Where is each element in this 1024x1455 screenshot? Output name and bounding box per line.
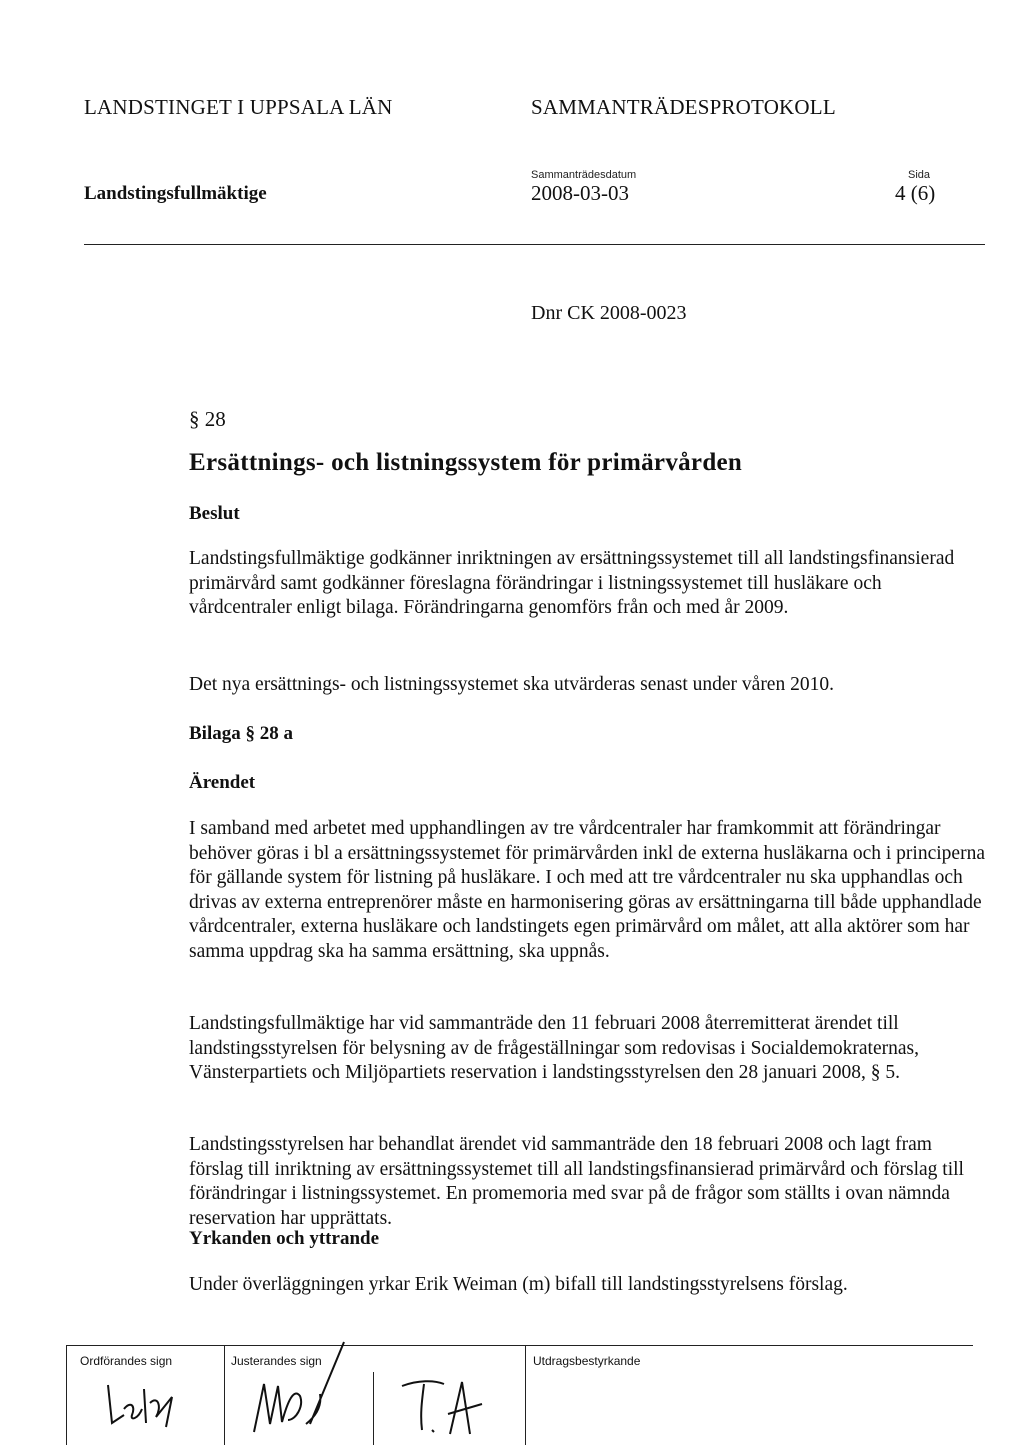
decision-paragraph: Landstingsfullmäktige godkänner inriktningen av ersättningssystemet till all landstingsfinansierad primärvård samt godkänner föreslagna förändringar i listningssystemet till husläkare och vårdcentraler enligt bilaga. Förändringarna genomförs från och med år 2009. bbox=[189, 548, 955, 618]
chair-signature bbox=[100, 1375, 190, 1435]
page-title: Ersättnings- och listningssystem för primärvården bbox=[189, 449, 743, 476]
board-paragraph: Landstingsstyrelsen har behandlat ärendet vid sammanträde den 18 februari 2008 och lagt fram förslag till inriktning av ersättningssystemet till all landstingsfinansierad primärvård och förslag till förändringar i listningssystemet. En promemoria med svar på de frågor som ställts i ovan nämnda reservation har upprättats. bbox=[189, 1134, 964, 1229]
assembly-name: Landstingsfullmäktige bbox=[84, 183, 267, 204]
footer-divider-1 bbox=[224, 1345, 225, 1445]
adjuster-signature-2 bbox=[398, 1374, 488, 1444]
footer-rule bbox=[66, 1345, 973, 1346]
page-number: 4 (6) bbox=[895, 181, 936, 205]
adjuster-signature-1 bbox=[248, 1336, 348, 1436]
referral-paragraph: Landstingsfullmäktige har vid sammanträde den 11 februari 2008 återremitterat ärendet till landstingsstyrelsen för belysning av de frågeställningar som redovisas i Socialdemokraternas, Vänsterpartiets och Miljöpartiets reservation i landstingsstyrelsen den 28 januari 2008, § 5. bbox=[189, 1013, 919, 1083]
meeting-date: 2008-03-03 bbox=[531, 181, 629, 205]
evaluation-paragraph: Det nya ersättnings- och listningssystemet ska utvärderas senast under våren 2010. bbox=[189, 674, 834, 695]
chair-sign-label: Ordförandes sign bbox=[80, 1354, 173, 1368]
registry-number: Dnr CK 2008-0023 bbox=[531, 302, 687, 324]
motions-paragraph: Under överläggningen yrkar Erik Weiman (m) bifall till landstingsstyrelsens förslag. bbox=[189, 1274, 848, 1295]
section-number: § 28 bbox=[189, 407, 226, 431]
footer-left-border bbox=[66, 1345, 67, 1445]
organization-name: LANDSTINGET I UPPSALA LÄN bbox=[84, 95, 393, 119]
decision-heading: Beslut bbox=[189, 503, 240, 524]
matter-heading: Ärendet bbox=[189, 772, 256, 793]
header-rule bbox=[84, 244, 985, 245]
attachment-reference: Bilaga § 28 a bbox=[189, 723, 293, 744]
adjuster-sign-label: Justerandes sign bbox=[231, 1354, 322, 1368]
footer-divider-3 bbox=[525, 1345, 526, 1445]
motions-heading: Yrkanden och yttrande bbox=[189, 1228, 380, 1249]
matter-paragraph: I samband med arbetet med upphandlingen av tre vårdcentraler har framkommit att förändringar behöver göras i bl a ersättningssystemet för primärvården inkl de externa husläkarna och i principerna för gällande system för listning på husläkare. I och med att tre vårdcentraler nu ska upphandlas och drivas av externa entreprenörer måste en harmonisering göras av ersättningarna till både upphandlade vårdcentraler, externa husläkare och landstingets egen primärvård om målet, att alla aktörer som har samma uppdrag ska ha samma ersättning, ska uppnås. bbox=[189, 818, 985, 962]
page-label: Sida bbox=[908, 169, 931, 181]
footer-divider-2 bbox=[373, 1372, 374, 1445]
date-label: Sammanträdesdatum bbox=[531, 169, 637, 181]
extract-certification-label: Utdragsbestyrkande bbox=[533, 1354, 641, 1368]
document-type: SAMMANTRÄDESPROTOKOLL bbox=[531, 95, 836, 119]
